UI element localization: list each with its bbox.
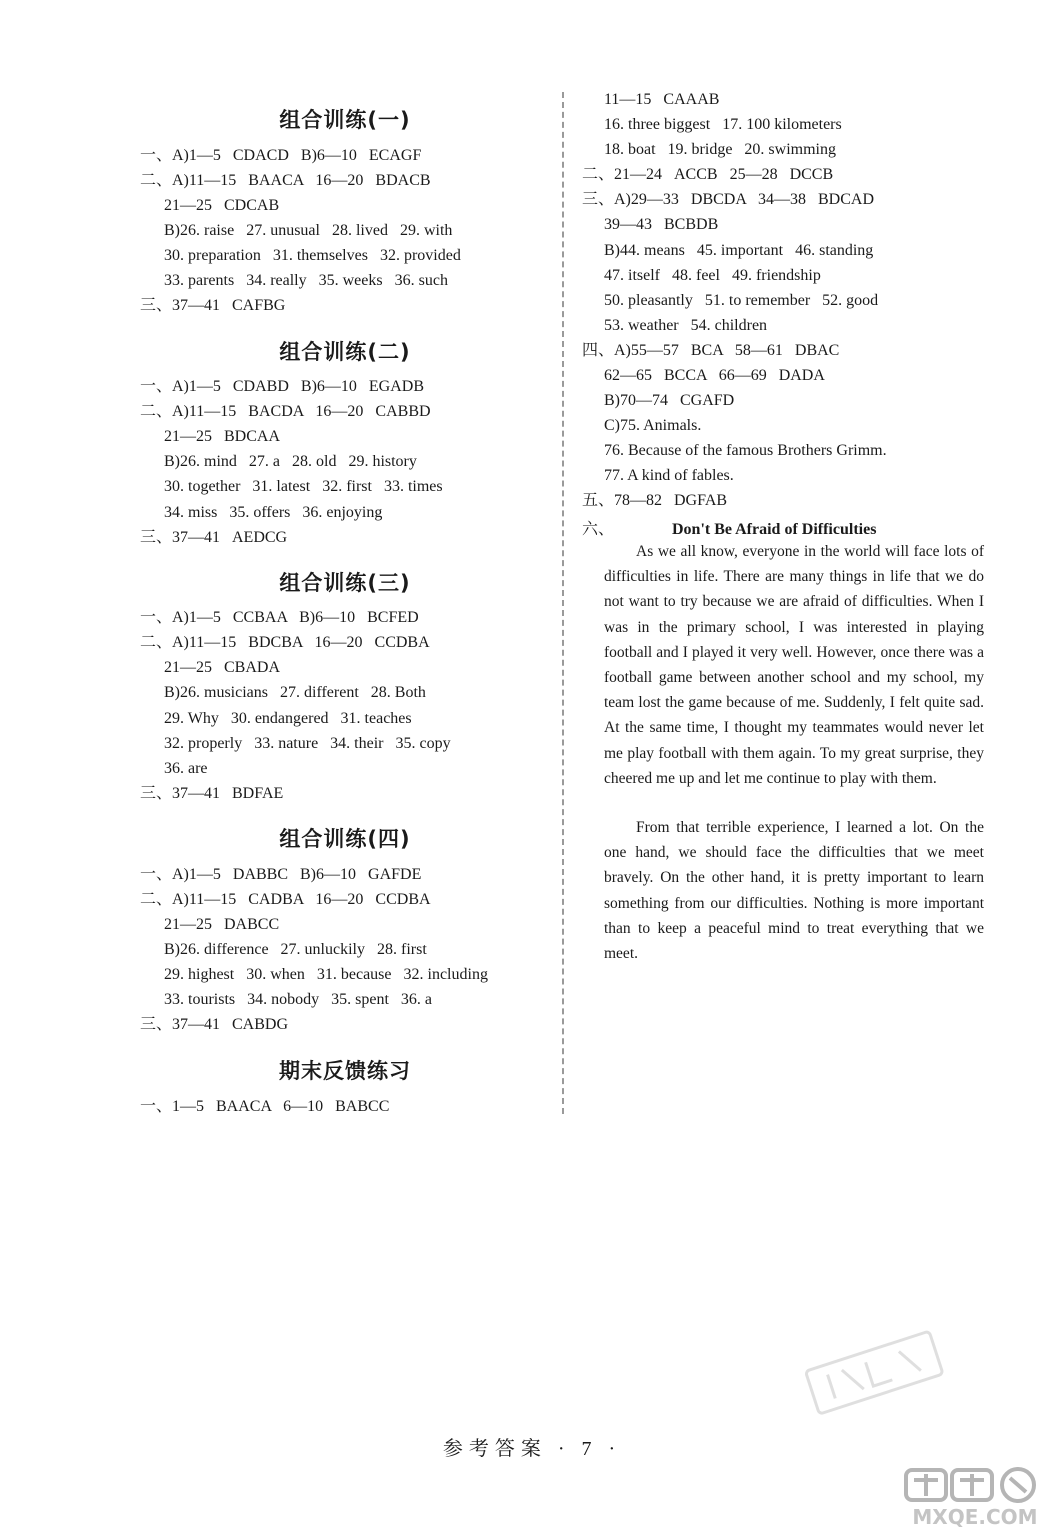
- answer-line: 21—25 BDCAA: [164, 428, 281, 445]
- answer-line: C)75. Animals.: [604, 417, 702, 434]
- section-title-3: 组合训练(三): [279, 571, 411, 595]
- answer-line: B)26. raise 27. unusual 28. lived 29. with: [164, 222, 453, 239]
- answer-line: 50. pleasantly 51. to remember 52. good: [604, 292, 879, 309]
- answer-line: 29. Why 30. endangered 31. teaches: [164, 710, 412, 727]
- answer-line: 一、A)1—5 CDABD B)6—10 EGADB: [140, 378, 425, 395]
- answer-line: 77. A kind of fables.: [604, 467, 734, 484]
- answer-line: 76. Because of the famous Brothers Grimm.: [604, 442, 887, 459]
- essay-paragraph-2: From that terrible experience, I learned a lot. On the one hand, we should face the difficulties that we meet bravely. On the other hand, it is pretty important to learn something from our difficulties. Nothing is more important than to keep a peaceful mind to treat everything that we meet.: [604, 819, 984, 963]
- answer-line: 18. boat 19. bridge 20. swimming: [604, 141, 836, 158]
- answer-line: 39—43 BCBDB: [604, 216, 719, 233]
- answer-line: 一、1—5 BAACA 6—10 BABCC: [140, 1098, 390, 1115]
- page-number: · 7 ·: [557, 1438, 622, 1460]
- essay-heading: [582, 516, 876, 539]
- answer-line: 三、37—41 CAFBG: [140, 297, 286, 314]
- answer-line: 21—25 CDCAB: [164, 197, 280, 214]
- section-title-4: 组合训练(四): [279, 827, 411, 851]
- footer-label: 参考答案: [442, 1438, 547, 1460]
- answer-line: 33. parents 34. really 35. weeks 36. such: [164, 272, 448, 289]
- answer-line: 二、21—24 ACCB 25—28 DCCB: [582, 166, 834, 183]
- answer-line: 53. weather 54. children: [604, 317, 768, 334]
- essay-paragraph-1: As we all know, everyone in the world will face lots of difficulties in life. There are many things in life that we do not want to try because we are afraid of difficulties. When I was in the primary school, I was interested in playing football and I played it very well. However, once there was a football game between another school and my school, my team lost the game because of me. Suddenly, I felt quite sad. At the same time, I thought my teammates would never let me play football with them again. To my great surprise, they cheered me up and let me continue to play with them.: [604, 543, 984, 787]
- essay-number: 六、: [582, 521, 615, 538]
- answer-line: B)26. difference 27. unluckily 28. first: [164, 941, 427, 958]
- answer-line: B)70—74 CGAFD: [604, 392, 735, 409]
- section-title-2: 组合训练(二): [279, 340, 411, 364]
- answer-line: 33. tourists 34. nobody 35. spent 36. a: [164, 991, 432, 1008]
- answer-line: 21—25 DABCC: [164, 916, 280, 933]
- answer-line: B)26. mind 27. a 28. old 29. history: [164, 453, 417, 470]
- answer-line: 四、A)55—57 BCA 58—61 DBAC: [582, 342, 840, 359]
- answer-line: 二、A)11—15 BDCBA 16—20 CCDBA: [140, 634, 430, 651]
- answer-line: 30. preparation 31. themselves 32. provided: [164, 247, 461, 264]
- answer-line: 30. together 31. latest 32. first 33. times: [164, 478, 443, 495]
- answer-line: 三、A)29—33 DBCDA 34—38 BDCAD: [582, 191, 875, 208]
- answer-line: 34. miss 35. offers 36. enjoying: [164, 504, 383, 521]
- answer-line: 一、A)1—5 DABBC B)6—10 GAFDE: [140, 866, 422, 883]
- answer-line: 32. properly 33. nature 34. their 35. copy: [164, 735, 451, 752]
- watermark-logo: [900, 1466, 1050, 1530]
- answer-line: 二、A)11—15 BAACA 16—20 BDACB: [140, 172, 431, 189]
- faint-stamp-mark: [790, 1330, 960, 1420]
- section-title-1: 组合训练(一): [279, 108, 411, 132]
- answer-line: 一、A)1—5 CDACD B)6—10 ECAGF: [140, 147, 422, 164]
- watermark-url: MXQE.COM: [912, 1505, 1038, 1529]
- answer-line: 11—15 CAAAB: [604, 91, 720, 108]
- column-divider: [562, 92, 564, 1114]
- answer-line: 三、37—41 AEDCG: [140, 529, 288, 546]
- answer-line: B)44. means 45. important 46. standing: [604, 242, 874, 259]
- essay-title: Don't Be Afraid of Difficulties: [672, 521, 877, 538]
- answer-line: 三、37—41 CABDG: [140, 1016, 289, 1033]
- answer-line: 47. itself 48. feel 49. friendship: [604, 267, 821, 284]
- answer-line: 五、78—82 DGFAB: [582, 492, 728, 509]
- answer-line: 21—25 CBADA: [164, 659, 281, 676]
- section-title-5: 期末反馈练习: [279, 1059, 411, 1083]
- page-footer: [0, 1432, 1064, 1461]
- answer-line: 29. highest 30. when 31. because 32. including: [164, 966, 488, 983]
- answer-line: 二、A)11—15 BACDA 16—20 CABBD: [140, 403, 431, 420]
- answer-line: 二、A)11—15 CADBA 16—20 CCDBA: [140, 891, 431, 908]
- answer-line: 36. are: [164, 760, 208, 777]
- answer-line: 三、37—41 BDFAE: [140, 785, 284, 802]
- answer-line: 62—65 BCCA 66—69 DADA: [604, 367, 825, 384]
- answer-line: B)26. musicians 27. different 28. Both: [164, 684, 426, 701]
- answer-line: 一、A)1—5 CCBAA B)6—10 BCFED: [140, 609, 419, 626]
- answer-line: 16. three biggest 17. 100 kilometers: [604, 116, 842, 133]
